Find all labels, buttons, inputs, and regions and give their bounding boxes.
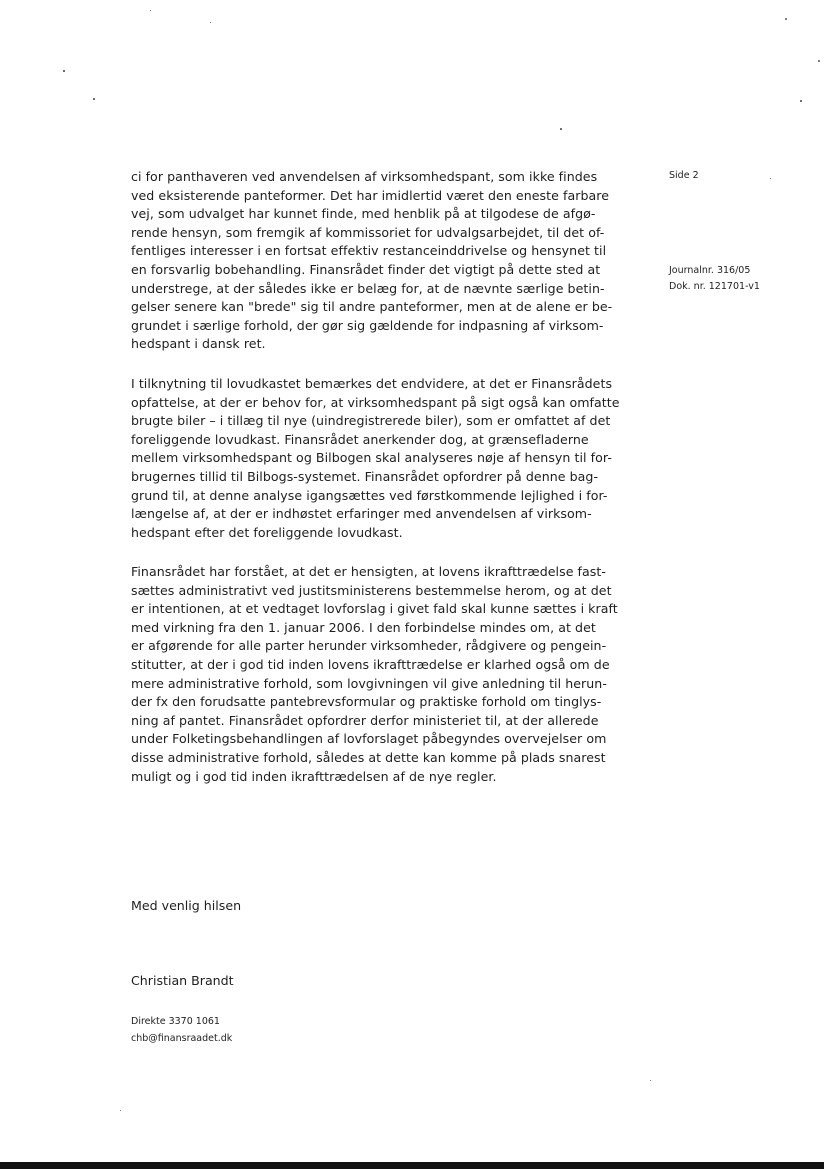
text-line: I tilknytning til lovudkastet bemærkes det endvidere, at det er Finansrådets <box>131 376 613 391</box>
text-line: ning af pantet. Finansrådet opfordrer derfor ministeriet til, at der allerede <box>131 712 599 728</box>
text-line: mellem virksomhedspant og Bilbogen skal analyseres nøje af hensyn til for- <box>131 450 612 466</box>
text-line: der fx den forudsatte pantebrevsformular og praktiske forhold om tinglys- <box>131 694 602 710</box>
scan-speck <box>63 70 65 72</box>
scan-bottom-edge <box>0 1162 824 1169</box>
text-line: med virkning fra den 1. januar 2006. I den forbindelse mindes om, at det <box>131 619 596 635</box>
scan-speck <box>650 1080 651 1081</box>
text-line: foreliggende lovudkast. Finansrådet anerkender dog, at grænsefladerne <box>131 431 589 447</box>
text-line: fentliges interesser i en fortsat effektiv restanceinddrivelse og hensynet til <box>131 243 607 259</box>
text-line: vej, som udvalget har kunnet finde, med henblik på at tilgodese de afgø- <box>131 206 596 222</box>
text-line: muligt og i god tid inden ikrafttrædelsen af de nye regler. <box>131 768 497 784</box>
text-line: er intentionen, at et vedtaget lovforslag i givet fald skal kunne sættes i kraft <box>131 601 618 617</box>
scan-speck <box>150 10 151 11</box>
text-line: mere administrative forhold, som lovgivningen vil give anledning til herun- <box>131 675 607 691</box>
sidebar-page-label: Side 2 <box>669 170 699 181</box>
text-line: gelser senere kan "brede" sig til andre panteformer, men at de alene er be- <box>131 299 613 315</box>
text-line: ci for panthaveren ved anvendelsen af virksomhedspant, som ikke findes <box>131 169 598 184</box>
text-line: grundet i særlige forhold, der gør sig gældende for indpasning af virksom- <box>131 317 604 333</box>
text-line: under Folketingsbehandlingen af lovforslaget påbegyndes overvejelser om <box>131 731 607 747</box>
journal-number: Journalnr. 316/05 <box>669 265 751 276</box>
text-line: en forsvarlig bobehandling. Finansrådet finder det vigtigt på dette sted at <box>131 261 601 277</box>
text-line: sættes administrativt ved justitsministerens bestemmelse herom, og at det <box>131 582 612 598</box>
scan-speck <box>818 60 820 62</box>
text-line: opfattelse, at der er behov for, at virksomhedspant på sigt også kan omfatte <box>131 394 620 410</box>
text-line: brugernes tillid til Bilbogs-systemet. Finansrådet opfordrer på denne bag- <box>131 468 599 484</box>
contact-phone: Direkte 3370 1061 <box>131 1016 220 1027</box>
scan-speck <box>770 178 771 179</box>
sidebar-references <box>669 263 760 295</box>
scan-speck <box>800 100 802 102</box>
text-line: grund til, at denne analyse igangsættes ved førstkommende lejlighed i for- <box>131 487 608 503</box>
scan-speck <box>93 98 95 100</box>
scan-speck <box>785 18 787 20</box>
text-line: brugte biler – i tillæg til nye (uindregistrerede biler), som er omfattet af det <box>131 413 611 429</box>
paragraph-1 <box>131 168 612 354</box>
contact-block <box>131 1013 232 1047</box>
text-line: længelse af, at der er indhøstet erfaringer med anvendelsen af virksom- <box>131 506 592 522</box>
signer-name: Christian Brandt <box>131 973 234 988</box>
paragraph-2 <box>131 375 620 542</box>
text-line: disse administrative forhold, således at dette kan komme på plads snarest <box>131 749 606 765</box>
text-line: rende hensyn, som fremgik af kommissoriet for udvalgsarbejdet, til det of- <box>131 224 605 240</box>
closing-line: Med venlig hilsen <box>131 898 242 913</box>
paragraph-3 <box>131 563 618 786</box>
document-number: Dok. nr. 121701-v1 <box>669 281 760 292</box>
text-line: ved eksisterende panteformer. Det har imidlertid været den eneste farbare <box>131 187 610 203</box>
scan-speck <box>210 22 211 23</box>
scan-speck <box>120 1110 121 1111</box>
text-line: er afgørende for alle parter herunder virksomheder, rådgivere og pengein- <box>131 638 607 654</box>
text-line: understrege, at der således ikke er belæg for, at de nævnte særlige betin- <box>131 280 605 296</box>
text-line: hedspant efter det foreliggende lovudkast. <box>131 524 403 540</box>
text-line: Finansrådet har forstået, at det er hensigten, at lovens ikrafttrædelse fast- <box>131 564 606 579</box>
contact-email: chb@finansraadet.dk <box>131 1033 233 1044</box>
scan-speck <box>560 128 562 130</box>
text-line: stitutter, at der i god tid inden lovens ikrafttrædelse er klarhed også om de <box>131 656 610 672</box>
text-line: hedspant i dansk ret. <box>131 336 266 352</box>
